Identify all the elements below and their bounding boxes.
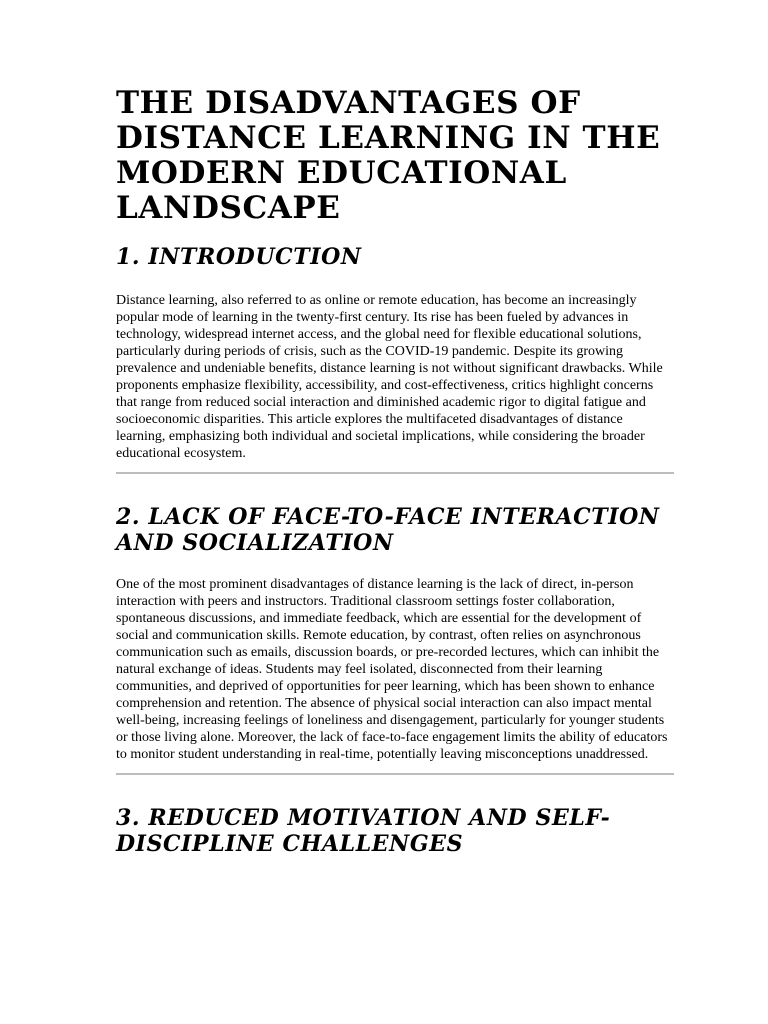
section-text-lack-of-interaction: One of the most prominent disadvantages of distance learning is the lack of direct, in-person interaction with peers and instructors. Traditional classroom settings foster collaboration, spontaneous discussions, and immediate feedback, which are essential for the development of social and communication skills. Remote education, by contrast, often relies on asynchronous communication such as emails, discussion boards, or pre-recorded lectures, which can inhibit the natural exchange of ideas. Students may feel isolated, disconnected from their learning communities, and deprived of opportunities for peer learning, which has been shown to enhance comprehension and retention. The absence of physical social interaction can also impact mental well-being, increasing feelings of loneliness and disengagement, particularly for younger students or those living alone. Moreover, the lack of face-to-face engagement limits the ability of educators to monitor student understanding in real-time, potentially leaving misconceptions unaddressed.: [116, 577, 668, 762]
document-title: THE DISADVANTAGES OF DISTANCE LEARNING IN THE MODERN EDUCATIONAL LANDSCAPE: [116, 85, 661, 226]
section-heading-lack-of-interaction: 2. LACK OF FACE-TO-FACE INTERACTION AND SOCIALIZATION: [116, 504, 660, 556]
section-divider: [116, 773, 674, 775]
section-text-introduction: Distance learning, also referred to as online or remote education, has become an increasingly popular mode of learning in the twenty-first century. Its rise has been fueled by advances in technology, widespread internet access, and the global need for flexible educational solutions, particularly during periods of crisis, such as the COVID-19 pandemic. Despite its growing prevalence and undeniable benefits, distance learning is not without significant drawbacks. While proponents emphasize flexibility, accessibility, and cost-effectiveness, critics highlight concerns that range from reduced social interaction and diminished academic rigor to digital fatigue and socioeconomic disparities. This article explores the multifaceted disadvantages of distance learning, emphasizing both individual and societal implications, while considering the broader educational ecosystem.: [116, 293, 663, 461]
document-page: [116, 86, 674, 857]
section-heading-reduced-motivation: 3. REDUCED MOTIVATION AND SELF-DISCIPLINE CHALLENGES: [116, 805, 611, 857]
section-heading-introduction: 1. INTRODUCTION: [116, 244, 362, 270]
section-divider: [116, 472, 674, 474]
